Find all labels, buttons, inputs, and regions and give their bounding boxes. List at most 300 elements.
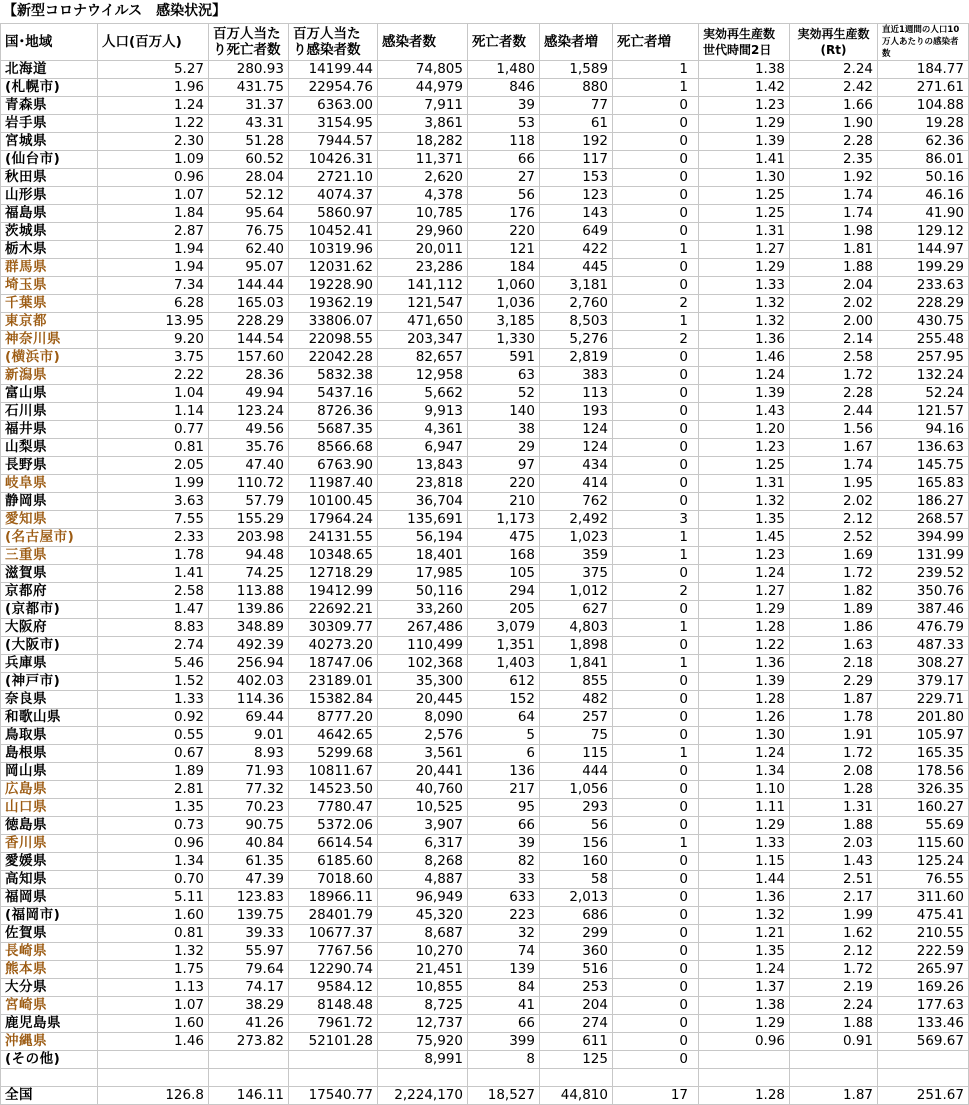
cell-weekly-per-100k[interactable]: 46.16 <box>878 187 969 205</box>
cell-weekly-per-100k[interactable]: 239.52 <box>878 565 969 583</box>
cell-cases[interactable]: 12,958 <box>378 367 468 385</box>
cell-cases-per-million[interactable]: 10426.31 <box>289 151 378 169</box>
cell-cases-increase[interactable]: 299 <box>540 925 613 943</box>
cell-deaths-per-million[interactable]: 273.82 <box>209 1033 289 1051</box>
cell-weekly-per-100k[interactable]: 144.97 <box>878 241 969 259</box>
cell-cases-per-million[interactable]: 17964.24 <box>289 511 378 529</box>
cell-weekly-per-100k[interactable]: 210.55 <box>878 925 969 943</box>
cell-cases-per-million[interactable]: 14199.44 <box>289 61 378 79</box>
cell-population[interactable]: 0.96 <box>98 169 209 187</box>
cell-cases[interactable]: 50,116 <box>378 583 468 601</box>
cell-rt-2day[interactable]: 1.28 <box>699 619 790 637</box>
cell-rt[interactable]: 1.86 <box>790 619 878 637</box>
cell-cases-increase[interactable]: 115 <box>540 745 613 763</box>
header-cases[interactable]: 感染者数 <box>378 24 468 61</box>
cell-cases-per-million[interactable]: 4642.65 <box>289 727 378 745</box>
cell-cases[interactable]: 74,805 <box>378 61 468 79</box>
cell-rt-2day[interactable]: 1.21 <box>699 925 790 943</box>
header-deaths[interactable]: 死亡者数 <box>468 24 540 61</box>
cell-deaths-increase[interactable]: 1 <box>613 61 699 79</box>
cell-deaths-per-million[interactable]: 144.44 <box>209 277 289 295</box>
cell-deaths-per-million[interactable]: 51.28 <box>209 133 289 151</box>
cell-deaths-increase[interactable]: 0 <box>613 601 699 619</box>
cell-population[interactable] <box>98 1051 209 1069</box>
cell-cases-per-million[interactable]: 22692.21 <box>289 601 378 619</box>
cell-cases-increase[interactable]: 8,503 <box>540 313 613 331</box>
cell-deaths-increase[interactable]: 0 <box>613 421 699 439</box>
cell-region[interactable]: (名古屋市) <box>1 529 98 547</box>
cell-cases[interactable]: 7,911 <box>378 97 468 115</box>
cell-weekly-per-100k[interactable]: 62.36 <box>878 133 969 151</box>
cell-population[interactable]: 1.89 <box>98 763 209 781</box>
cell-region[interactable]: (神戸市) <box>1 673 98 691</box>
cell-deaths-increase[interactable]: 0 <box>613 799 699 817</box>
cell-cases[interactable]: 40,760 <box>378 781 468 799</box>
cell-region[interactable]: 静岡県 <box>1 493 98 511</box>
cell-cases-per-million[interactable]: 10452.41 <box>289 223 378 241</box>
cell-deaths-increase[interactable]: 0 <box>613 889 699 907</box>
cell-region[interactable]: 青森県 <box>1 97 98 115</box>
cell-deaths[interactable]: 121 <box>468 241 540 259</box>
cell-cases-per-million[interactable]: 5299.68 <box>289 745 378 763</box>
cell-cases-per-million[interactable]: 22954.76 <box>289 79 378 97</box>
empty-cell[interactable] <box>378 1069 468 1087</box>
cell-deaths[interactable]: 139 <box>468 961 540 979</box>
cell-cases-increase[interactable]: 3,181 <box>540 277 613 295</box>
cell-weekly-per-100k[interactable]: 387.46 <box>878 601 969 619</box>
cell-deaths[interactable]: 39 <box>468 97 540 115</box>
cell-weekly-per-100k[interactable]: 55.69 <box>878 817 969 835</box>
cell-cases-increase[interactable]: 293 <box>540 799 613 817</box>
cell-cases-increase[interactable]: 611 <box>540 1033 613 1051</box>
cell-cases-increase[interactable]: 253 <box>540 979 613 997</box>
cell-population[interactable]: 5.27 <box>98 61 209 79</box>
cell-deaths[interactable]: 475 <box>468 529 540 547</box>
cell-weekly-per-100k[interactable]: 271.61 <box>878 79 969 97</box>
cell-cases-increase[interactable]: 375 <box>540 565 613 583</box>
cell-cases-increase[interactable]: 44,810 <box>540 1087 613 1105</box>
cell-weekly-per-100k[interactable]: 251.67 <box>878 1087 969 1105</box>
cell-population[interactable]: 2.87 <box>98 223 209 241</box>
cell-weekly-per-100k[interactable]: 308.27 <box>878 655 969 673</box>
cell-cases-per-million[interactable]: 8726.36 <box>289 403 378 421</box>
cell-cases-per-million[interactable]: 33806.07 <box>289 313 378 331</box>
cell-deaths-per-million[interactable]: 165.03 <box>209 295 289 313</box>
cell-cases-per-million[interactable]: 22042.28 <box>289 349 378 367</box>
cell-weekly-per-100k[interactable]: 178.56 <box>878 763 969 781</box>
cell-deaths-per-million[interactable]: 203.98 <box>209 529 289 547</box>
cell-rt-2day[interactable]: 1.24 <box>699 367 790 385</box>
cell-weekly-per-100k[interactable]: 257.95 <box>878 349 969 367</box>
cell-cases[interactable]: 203,347 <box>378 331 468 349</box>
cell-region[interactable]: 熊本県 <box>1 961 98 979</box>
cell-deaths-increase[interactable]: 0 <box>613 691 699 709</box>
cell-cases[interactable]: 4,361 <box>378 421 468 439</box>
cell-region[interactable]: (仙台市) <box>1 151 98 169</box>
cell-cases[interactable]: 267,486 <box>378 619 468 637</box>
cell-cases-per-million[interactable]: 40273.20 <box>289 637 378 655</box>
cell-cases[interactable]: 6,317 <box>378 835 468 853</box>
cell-region[interactable]: 大分県 <box>1 979 98 997</box>
cell-cases-increase[interactable]: 1,589 <box>540 61 613 79</box>
cell-population[interactable]: 126.8 <box>98 1087 209 1105</box>
cell-deaths-per-million[interactable]: 57.79 <box>209 493 289 511</box>
cell-weekly-per-100k[interactable]: 165.83 <box>878 475 969 493</box>
cell-deaths-increase[interactable]: 0 <box>613 205 699 223</box>
cell-cases-per-million[interactable]: 28401.79 <box>289 907 378 925</box>
cell-deaths[interactable]: 27 <box>468 169 540 187</box>
header-region[interactable]: 国･地域 <box>1 24 98 61</box>
cell-weekly-per-100k[interactable]: 105.97 <box>878 727 969 745</box>
cell-cases-increase[interactable]: 204 <box>540 997 613 1015</box>
cell-cases[interactable]: 3,861 <box>378 115 468 133</box>
cell-population[interactable]: 7.55 <box>98 511 209 529</box>
cell-region[interactable]: 福岡県 <box>1 889 98 907</box>
cell-cases[interactable]: 8,687 <box>378 925 468 943</box>
cell-region[interactable]: 石川県 <box>1 403 98 421</box>
cell-cases-increase[interactable]: 414 <box>540 475 613 493</box>
cell-rt-2day[interactable]: 1.42 <box>699 79 790 97</box>
empty-cell[interactable] <box>98 1069 209 1087</box>
cell-deaths[interactable]: 1,036 <box>468 295 540 313</box>
cell-rt[interactable]: 2.28 <box>790 385 878 403</box>
cell-population[interactable]: 1.94 <box>98 241 209 259</box>
cell-weekly-per-100k[interactable]: 184.77 <box>878 61 969 79</box>
cell-deaths-per-million[interactable]: 47.39 <box>209 871 289 889</box>
cell-population[interactable]: 1.99 <box>98 475 209 493</box>
cell-population[interactable]: 1.52 <box>98 673 209 691</box>
cell-deaths[interactable]: 152 <box>468 691 540 709</box>
cell-rt-2day[interactable]: 1.33 <box>699 277 790 295</box>
cell-cases[interactable]: 102,368 <box>378 655 468 673</box>
cell-cases-increase[interactable]: 5,276 <box>540 331 613 349</box>
cell-deaths[interactable]: 105 <box>468 565 540 583</box>
cell-deaths-increase[interactable]: 1 <box>613 619 699 637</box>
cell-deaths-per-million[interactable]: 110.72 <box>209 475 289 493</box>
cell-rt[interactable]: 2.18 <box>790 655 878 673</box>
cell-weekly-per-100k[interactable]: 199.29 <box>878 259 969 277</box>
cell-weekly-per-100k[interactable]: 475.41 <box>878 907 969 925</box>
cell-region[interactable]: 徳島県 <box>1 817 98 835</box>
cell-weekly-per-100k[interactable]: 222.59 <box>878 943 969 961</box>
cell-rt[interactable]: 2.52 <box>790 529 878 547</box>
cell-deaths[interactable]: 39 <box>468 835 540 853</box>
cell-deaths[interactable]: 118 <box>468 133 540 151</box>
cell-cases-increase[interactable]: 445 <box>540 259 613 277</box>
cell-deaths[interactable]: 184 <box>468 259 540 277</box>
cell-weekly-per-100k[interactable]: 160.27 <box>878 799 969 817</box>
cell-deaths-increase[interactable]: 0 <box>613 961 699 979</box>
cell-cases[interactable]: 17,985 <box>378 565 468 583</box>
header-cases-increase[interactable]: 感染者増 <box>540 24 613 61</box>
cell-cases[interactable]: 3,561 <box>378 745 468 763</box>
cell-cases[interactable]: 9,913 <box>378 403 468 421</box>
cell-population[interactable]: 1.84 <box>98 205 209 223</box>
cell-deaths-per-million[interactable]: 155.29 <box>209 511 289 529</box>
cell-population[interactable]: 3.75 <box>98 349 209 367</box>
cell-rt-2day[interactable]: 1.39 <box>699 133 790 151</box>
cell-population[interactable]: 1.75 <box>98 961 209 979</box>
cell-cases-per-million[interactable]: 19412.99 <box>289 583 378 601</box>
cell-deaths-increase[interactable]: 0 <box>613 727 699 745</box>
cell-cases-per-million[interactable]: 10100.45 <box>289 493 378 511</box>
cell-cases-per-million[interactable]: 8566.68 <box>289 439 378 457</box>
cell-cases-per-million[interactable]: 19362.19 <box>289 295 378 313</box>
header-rt-2day[interactable]: 実効再生産数世代時間2日 <box>699 24 790 61</box>
cell-region[interactable]: 広島県 <box>1 781 98 799</box>
cell-rt[interactable]: 1.43 <box>790 853 878 871</box>
cell-deaths[interactable]: 591 <box>468 349 540 367</box>
cell-cases-per-million[interactable]: 10348.65 <box>289 547 378 565</box>
cell-deaths[interactable]: 1,480 <box>468 61 540 79</box>
cell-population[interactable]: 0.92 <box>98 709 209 727</box>
cell-rt-2day[interactable] <box>699 1051 790 1069</box>
cell-deaths-per-million[interactable]: 9.01 <box>209 727 289 745</box>
cell-cases-per-million[interactable]: 14523.50 <box>289 781 378 799</box>
cell-weekly-per-100k[interactable]: 94.16 <box>878 421 969 439</box>
cell-rt-2day[interactable]: 1.38 <box>699 61 790 79</box>
cell-deaths[interactable]: 136 <box>468 763 540 781</box>
cell-deaths-per-million[interactable]: 41.26 <box>209 1015 289 1033</box>
cell-cases-per-million[interactable]: 5860.97 <box>289 205 378 223</box>
cell-deaths-per-million[interactable]: 31.37 <box>209 97 289 115</box>
cell-deaths[interactable]: 612 <box>468 673 540 691</box>
empty-cell[interactable] <box>540 1069 613 1087</box>
cell-cases-per-million[interactable]: 5372.06 <box>289 817 378 835</box>
cell-cases-increase[interactable]: 193 <box>540 403 613 421</box>
cell-region[interactable]: 東京都 <box>1 313 98 331</box>
cell-deaths-per-million[interactable] <box>209 1051 289 1069</box>
cell-cases-increase[interactable]: 192 <box>540 133 613 151</box>
cell-deaths[interactable]: 38 <box>468 421 540 439</box>
cell-deaths[interactable]: 29 <box>468 439 540 457</box>
cell-region[interactable]: 山梨県 <box>1 439 98 457</box>
cell-rt[interactable]: 1.90 <box>790 115 878 133</box>
cell-deaths[interactable]: 66 <box>468 1015 540 1033</box>
cell-population[interactable]: 1.47 <box>98 601 209 619</box>
cell-weekly-per-100k[interactable]: 177.63 <box>878 997 969 1015</box>
empty-cell[interactable] <box>699 1069 790 1087</box>
cell-deaths-per-million[interactable]: 62.40 <box>209 241 289 259</box>
cell-region[interactable]: 長崎県 <box>1 943 98 961</box>
cell-deaths-increase[interactable]: 0 <box>613 907 699 925</box>
cell-weekly-per-100k[interactable]: 129.12 <box>878 223 969 241</box>
cell-rt[interactable]: 2.58 <box>790 349 878 367</box>
cell-deaths-increase[interactable]: 0 <box>613 439 699 457</box>
cell-cases[interactable]: 44,979 <box>378 79 468 97</box>
cell-deaths-increase[interactable]: 0 <box>613 925 699 943</box>
cell-deaths-increase[interactable]: 0 <box>613 187 699 205</box>
cell-deaths[interactable]: 633 <box>468 889 540 907</box>
cell-population[interactable]: 1.07 <box>98 997 209 1015</box>
cell-rt-2day[interactable]: 1.25 <box>699 187 790 205</box>
cell-population[interactable]: 0.81 <box>98 925 209 943</box>
cell-region[interactable]: 愛知県 <box>1 511 98 529</box>
cell-rt-2day[interactable]: 1.35 <box>699 943 790 961</box>
cell-cases[interactable]: 23,286 <box>378 259 468 277</box>
cell-rt-2day[interactable]: 1.28 <box>699 1087 790 1105</box>
cell-region[interactable]: 群馬県 <box>1 259 98 277</box>
empty-cell[interactable] <box>209 1069 289 1087</box>
cell-deaths-increase[interactable]: 0 <box>613 1015 699 1033</box>
cell-rt-2day[interactable]: 1.23 <box>699 97 790 115</box>
cell-rt[interactable]: 2.24 <box>790 61 878 79</box>
cell-rt-2day[interactable]: 1.15 <box>699 853 790 871</box>
cell-region[interactable]: 岩手県 <box>1 115 98 133</box>
cell-cases-increase[interactable]: 117 <box>540 151 613 169</box>
cell-weekly-per-100k[interactable]: 265.97 <box>878 961 969 979</box>
cell-rt[interactable]: 2.44 <box>790 403 878 421</box>
cell-rt-2day[interactable]: 1.32 <box>699 493 790 511</box>
cell-cases-increase[interactable]: 422 <box>540 241 613 259</box>
cell-deaths-increase[interactable]: 0 <box>613 871 699 889</box>
cell-rt[interactable]: 1.28 <box>790 781 878 799</box>
cell-deaths-per-million[interactable]: 402.03 <box>209 673 289 691</box>
cell-cases-increase[interactable]: 58 <box>540 871 613 889</box>
cell-deaths[interactable]: 18,527 <box>468 1087 540 1105</box>
cell-deaths-per-million[interactable]: 492.39 <box>209 637 289 655</box>
cell-rt-2day[interactable]: 1.23 <box>699 439 790 457</box>
cell-weekly-per-100k[interactable]: 86.01 <box>878 151 969 169</box>
cell-region[interactable]: 鹿児島県 <box>1 1015 98 1033</box>
cell-cases-per-million[interactable]: 10319.96 <box>289 241 378 259</box>
cell-population[interactable]: 0.70 <box>98 871 209 889</box>
cell-rt-2day[interactable]: 1.38 <box>699 997 790 1015</box>
empty-cell[interactable] <box>790 1069 878 1087</box>
cell-deaths[interactable]: 66 <box>468 151 540 169</box>
cell-cases[interactable]: 45,320 <box>378 907 468 925</box>
cell-population[interactable]: 2.81 <box>98 781 209 799</box>
cell-rt[interactable]: 1.74 <box>790 457 878 475</box>
cell-cases-increase[interactable]: 762 <box>540 493 613 511</box>
cell-deaths-increase[interactable]: 1 <box>613 79 699 97</box>
cell-deaths[interactable]: 1,351 <box>468 637 540 655</box>
cell-cases-per-million[interactable]: 17540.77 <box>289 1087 378 1105</box>
cell-cases-increase[interactable]: 113 <box>540 385 613 403</box>
cell-rt[interactable]: 2.02 <box>790 493 878 511</box>
cell-rt[interactable]: 0.91 <box>790 1033 878 1051</box>
cell-deaths[interactable]: 294 <box>468 583 540 601</box>
cell-cases[interactable]: 2,224,170 <box>378 1087 468 1105</box>
cell-deaths-per-million[interactable]: 71.93 <box>209 763 289 781</box>
header-deaths-per-million[interactable]: 百万人当たり死亡者数 <box>209 24 289 61</box>
cell-cases[interactable]: 121,547 <box>378 295 468 313</box>
cell-weekly-per-100k[interactable]: 311.60 <box>878 889 969 907</box>
cell-rt[interactable]: 1.72 <box>790 745 878 763</box>
cell-cases-increase[interactable]: 2,013 <box>540 889 613 907</box>
cell-cases-increase[interactable]: 434 <box>540 457 613 475</box>
cell-deaths-increase[interactable]: 3 <box>613 511 699 529</box>
cell-cases[interactable]: 2,620 <box>378 169 468 187</box>
cell-population[interactable]: 6.28 <box>98 295 209 313</box>
cell-population[interactable]: 1.35 <box>98 799 209 817</box>
cell-deaths-per-million[interactable]: 40.84 <box>209 835 289 853</box>
cell-deaths[interactable]: 64 <box>468 709 540 727</box>
cell-deaths-per-million[interactable]: 114.36 <box>209 691 289 709</box>
cell-population[interactable]: 1.14 <box>98 403 209 421</box>
cell-rt-2day[interactable]: 1.32 <box>699 907 790 925</box>
cell-population[interactable]: 0.55 <box>98 727 209 745</box>
cell-cases-increase[interactable]: 156 <box>540 835 613 853</box>
cell-deaths-per-million[interactable]: 79.64 <box>209 961 289 979</box>
cell-deaths-per-million[interactable]: 77.32 <box>209 781 289 799</box>
cell-rt-2day[interactable]: 1.22 <box>699 637 790 655</box>
cell-region[interactable]: 山形県 <box>1 187 98 205</box>
cell-deaths[interactable]: 399 <box>468 1033 540 1051</box>
cell-region[interactable]: 佐賀県 <box>1 925 98 943</box>
empty-cell[interactable] <box>613 1069 699 1087</box>
cell-deaths-increase[interactable]: 0 <box>613 853 699 871</box>
cell-cases[interactable]: 20,445 <box>378 691 468 709</box>
cell-cases-per-million[interactable]: 6363.00 <box>289 97 378 115</box>
cell-cases-per-million[interactable]: 6614.54 <box>289 835 378 853</box>
cell-population[interactable]: 1.78 <box>98 547 209 565</box>
cell-population[interactable]: 3.63 <box>98 493 209 511</box>
cell-rt-2day[interactable]: 1.45 <box>699 529 790 547</box>
cell-weekly-per-100k[interactable]: 379.17 <box>878 673 969 691</box>
cell-deaths-per-million[interactable]: 28.36 <box>209 367 289 385</box>
cell-cases[interactable]: 110,499 <box>378 637 468 655</box>
cell-deaths[interactable]: 97 <box>468 457 540 475</box>
cell-deaths[interactable]: 168 <box>468 547 540 565</box>
cell-deaths-increase[interactable]: 0 <box>613 151 699 169</box>
cell-deaths-per-million[interactable]: 228.29 <box>209 313 289 331</box>
cell-deaths-increase[interactable]: 0 <box>613 1033 699 1051</box>
cell-deaths-per-million[interactable]: 60.52 <box>209 151 289 169</box>
cell-rt[interactable]: 1.74 <box>790 187 878 205</box>
cell-deaths-increase[interactable]: 1 <box>613 313 699 331</box>
cell-deaths[interactable]: 210 <box>468 493 540 511</box>
cell-rt-2day[interactable]: 1.36 <box>699 889 790 907</box>
cell-deaths[interactable]: 56 <box>468 187 540 205</box>
cell-cases-increase[interactable]: 1,898 <box>540 637 613 655</box>
cell-deaths-increase[interactable]: 0 <box>613 115 699 133</box>
cell-deaths-increase[interactable]: 2 <box>613 583 699 601</box>
header-cases-per-million[interactable]: 百万人当たり感染者数 <box>289 24 378 61</box>
cell-deaths-increase[interactable]: 0 <box>613 817 699 835</box>
cell-cases-per-million[interactable]: 8777.20 <box>289 709 378 727</box>
cell-cases-per-million[interactable]: 4074.37 <box>289 187 378 205</box>
cell-rt[interactable]: 2.12 <box>790 511 878 529</box>
cell-cases-per-million[interactable]: 52101.28 <box>289 1033 378 1051</box>
cell-rt-2day[interactable]: 1.29 <box>699 1015 790 1033</box>
cell-population[interactable]: 9.20 <box>98 331 209 349</box>
cell-region[interactable]: 兵庫県 <box>1 655 98 673</box>
cell-population[interactable]: 1.09 <box>98 151 209 169</box>
cell-region[interactable]: 栃木県 <box>1 241 98 259</box>
cell-rt[interactable]: 1.92 <box>790 169 878 187</box>
cell-deaths-per-million[interactable]: 69.44 <box>209 709 289 727</box>
cell-rt-2day[interactable]: 1.31 <box>699 475 790 493</box>
cell-deaths-increase[interactable]: 2 <box>613 331 699 349</box>
cell-cases-increase[interactable]: 383 <box>540 367 613 385</box>
cell-deaths[interactable]: 846 <box>468 79 540 97</box>
cell-cases[interactable]: 35,300 <box>378 673 468 691</box>
cell-rt-2day[interactable]: 1.24 <box>699 745 790 763</box>
cell-region[interactable]: 大阪府 <box>1 619 98 637</box>
header-deaths-increase[interactable]: 死亡者増 <box>613 24 699 61</box>
cell-population[interactable]: 2.22 <box>98 367 209 385</box>
cell-region[interactable]: (横浜市) <box>1 349 98 367</box>
cell-rt[interactable]: 2.14 <box>790 331 878 349</box>
cell-cases-per-million[interactable]: 6185.60 <box>289 853 378 871</box>
cell-cases-increase[interactable]: 257 <box>540 709 613 727</box>
cell-cases-per-million[interactable]: 23189.01 <box>289 673 378 691</box>
cell-population[interactable]: 0.73 <box>98 817 209 835</box>
cell-deaths-increase[interactable]: 1 <box>613 835 699 853</box>
cell-region[interactable]: 和歌山県 <box>1 709 98 727</box>
cell-deaths-per-million[interactable]: 144.54 <box>209 331 289 349</box>
